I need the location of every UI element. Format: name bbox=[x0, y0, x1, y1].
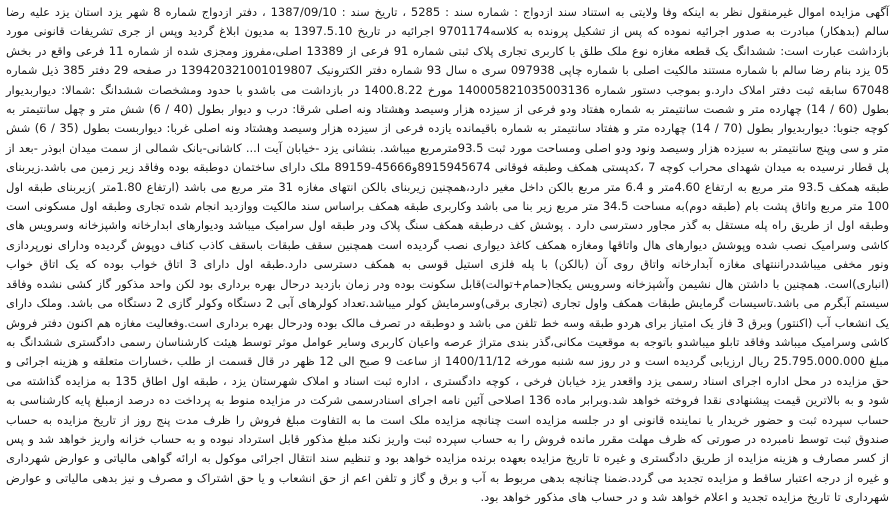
notice-body-text: آگهی مزایده اموال غیرمنقول نظر به اینکه وفا ولایتی به استناد سند ازدواج : شماره سند : 5285 ، تاریخ سند : 1387/09/10 ، دفتر ازدواج شماره 8 شهر یزد استان یزد علیه رضا سالم (بدهکار) مبادرت به صدور اجرائیه نموده که پس از تشکیل پرونده به کلاسه9701174 اجرائیه در تاریخ 1397.5.10 به مدیون ابلاغ گردید وپس از جری تشریفات قانونی مورد بازداشت عبارت است: ششدانگ یک قطعه مغازه نوع ملک طلق با کاربری تجاری پلاک ثبتی شماره 91 فرعی از 13389 اصلی،مفروز ومجزی شده از شماره 11 فرعی واقع در بخش 05 یزد بنام رضا سالم با شماره مستند مالکیت اصلی با شماره چاپی 097938 سری ه سال 93 شماره دفتر الکترونیک 139420321001019807 در صفحه 29 دفتر 385 ذیل شماره 67048 سابقه ثبت دفتر املاک دارد.و بموجب دستور شماره 140005821035003136 مورخ 1400.8.22 در بازداشت می باشدو با حدود ومشخصات ششدانگ :شمالا: دیواربدیوار بطول (60 / 14) چهارده متر و شصت سانتیمتر به شماره هفتاد ودو فرعی از سیزده هزار وسیصد وهشتاد ونه اصلی شرقا: درب و دیوار بطول (40 / 6) شش متر و چهل سانتیمتر به کوچه جنوبا: دیواربدیوار بطول (70 / 14) چهارده متر و هفتاد سانتیمتر به شماره باقیمانده یازده فرعی از سیزده هزار وسیصد وهشتاد ونه اصلی غربا: دیواربست بطول (35 / 6) شش متر و سی وپنج سانتیمتر به سیزده هزار وسیصد ونود ودو اصلی ومساحت مورد ثبت 93.5مترمربع میباشد. بنشانی یزد -خیابان آیت ا... کاشانی-بانک شمالی از سمت میدان ابوذر -بعد از پل قطار نرسیده به میدان شهدای محراب کوچه 7 ،کدپستی همکف وطبقه فوقانی 8915945674و45666-89159 ملک دارای ساختمان دوطبقه بوده وفاقد زیر زمین می باشد.زیربنای طبقه همکف 93.5 متر مربع به ارتفاع 4.60متر و 6.4 متر مربع بالکن داخل مغیر دارد،همچنین زیربنای بالکن انتهای مغازه 31 متر مربع می باشد (ارتفاع 1.80متر )زیربنای طبقه اول 100 متر مربع واتاق پشت بام (طبقه دوم)به مساحت 34.5 متر مربع زیر بنا می باشد وکاربری طبقه همکف براساس سند مالکیت ووازدید انجام شده تجاری وطبقه اول مسکونی است وطبقه اول از طریق راه پله مستقل به گذر مجاور دسترسی دارد . پوشش کف درطبقه همکف سنگ پلاک ودر طبقه اول سرامیک میباشد ودیوارهای ابدارخانه واشپزخانه وسرویس های کاشی وسرامیک نصب شده وپوشش دیوارهای هال واتاقها ومغازه همکف کاغذ دیواری نصب گردیده است همچنین سقف طبقات باسقف کاذب کناف دوپوش گردیده ودارای نورپردازی ونور مخفی میباشددراننتهای مغازه آبدارخانه واتاق روی آن (بالکن) با پله فلزی استیل قوسی به همکف دسترسی دارد.طبقه اول دارای 3 اتاق خواب بوده که یک اتاق خواب (انباری)است. همچنین با داشتن هال نشیمن وآشپزخانه وسرویس یکجا(حمام+توالت)قابل سکونت بوده ودر زمان بازدید درحال بهره برداری بود لکن واحد مذکور گاز کشی نشده وفاقد سیستم آبگرم می باشد.تاسیسات گرمایش طبقات همکف واول تجاری (تجاری برقی)وسرمایش کولر میباشد.تعداد کولرهای آبی 2 دستگاه وکولر گازی 2 دستگاه می باشد. وملک دارای یک انشعاب آب (اکنتور) وبرق 3 فاز یک امتیاز برای هردو طبقه وسه خط تلفن می باشد و دوطبقه در تصرف مالک بوده ودرحال بهره برداری است.وفعالیت مغازه هم اکنون دفتر فروش کاشی وسرامیک میباشد وفاقد تابلو میباشدو باتوجه به موقعیت مکانی،گذر بندی متراژ عرصه واعیان کاربری وسایر عوامل موثر توسط هیئت کارشناسان رسمی دادگستری ششدانگ به مبلغ 25.795.000.000 ریال ارزیابی گردیده است و در روز سه شنبه مورخه 1400/11/12 از ساعت 9 صبح الی 12 ظهر در قال قسمت از طلب ،خسارات متعلقه و هزینه اجرائی و حق مزایده در محل اداره اجرای اسناد رسمی یزد واقعدر یزد خیابان فرخی ، کوچه دادگستری ، اداره ثبت اسناد و املاک شهرستان یزد ، طبقه اول اطاق 135 به مزایده گذاشته می شود و به بالاترین قیمت پیشنهادی نقدا فروخته خواهد شد.وبرابر ماده 136 اصلاحی آئین نامه اجرای اسنادرسمی شرکت در مزایده منوط به پرداخت ده درصد ازمبلغ پایه کارشناسی به حساب سپرده ثبت و حضور خریدار یا نماینده قانونی او در جلسه مزایده است چنانچه مزایده ملک است ما به التفاوت مبلغ فروش را ظرف مدت پنج روز از تاریخ مزایده به حساب صندوق ثبت توسط نامبرده در صورتی که ظرف مهلت مقرر مانده فروش را به حساب سپرده ثبت واریز نکند مبلغ مذکور قابل استرداد نبوده و به حساب خزانه واریز خواهد شد و پس از کسر مصارف و هزینه مزایده از طریق دادگستری و غیره تا تاریخ مزایده بعهده برنده مزایده خواهد بود و تنظیم سند انتقال اجرائی موکول به ارائه گواهی مالیاتی و عوارض شهرداری و غیره از درجه اعتبار ساقط و مزایده تجدید می گردد.ضمنا چنانچه بدهی مربوط به آب و برق و گاز و تلفن اعم از حق انشعاب و یا حق اشتراک و مصرف و نیز بدهی مالیاتی و عوارض شهرداری تا تاریخ مزایده تجدید و اعلام خواهد شد و در حساب های مذکور خواهد بود. bbox=[6, 5, 890, 505]
